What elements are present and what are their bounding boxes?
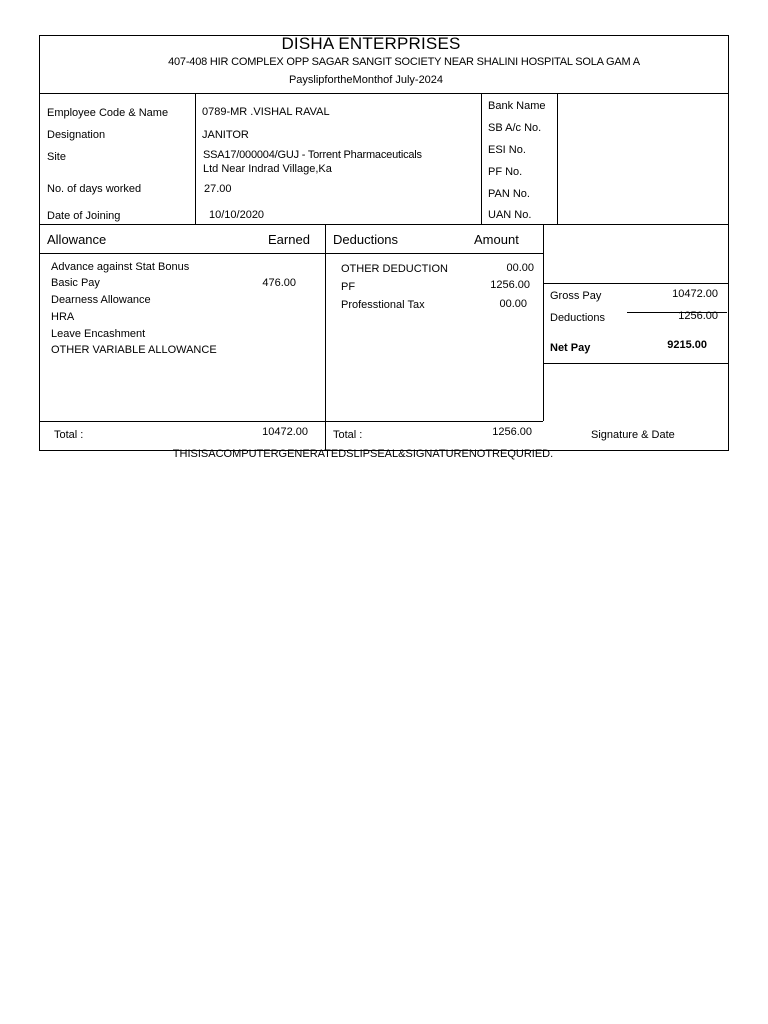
allowance-header: Allowance: [47, 232, 107, 247]
allowance-item-label: OTHER VARIABLE ALLOWANCE: [51, 344, 217, 356]
net-pay-label: Net Pay: [550, 342, 591, 354]
payslip-period: PayslipfortheMonthof July-2024: [288, 74, 444, 86]
deductions-header: Deductions: [333, 232, 399, 247]
joining-date-label: Date of Joining: [47, 210, 121, 222]
company-address: 407-408 HIR COMPLEX OPP SAGAR SANGIT SOCIETY NEAR SHALINI HOSPITAL SOLA GAM A: [168, 56, 640, 68]
deduction-total-value: 1256.00: [492, 426, 532, 438]
site-label: Site: [47, 151, 66, 163]
info-col-divider-1: [195, 93, 196, 224]
gross-pay-value: 10472.00: [672, 288, 718, 300]
totals-divider: [39, 421, 543, 422]
summary-top-divider: [543, 283, 729, 284]
employee-code-value: 0789-MR .VISHAL RAVAL: [202, 106, 330, 118]
deduction-item-label: PF: [341, 281, 356, 293]
gross-pay-label: Gross Pay: [550, 290, 602, 302]
net-pay-value: 9215.00: [667, 339, 707, 351]
allowance-item-label: Basic Pay: [51, 277, 100, 289]
deduction-item-label: OTHER DEDUCTION: [341, 263, 448, 275]
days-worked-value: 27.00: [204, 183, 232, 195]
designation-value: JANITOR: [202, 129, 249, 141]
allowance-total-value: 10472.00: [262, 426, 308, 438]
allowance-item-label: Dearness Allowance: [51, 294, 151, 306]
info-col-divider-3: [557, 93, 558, 224]
deduction-total-label: Total :: [333, 429, 363, 441]
summary-deductions-value: 1256.00: [678, 310, 718, 322]
deduction-item-value: 00.00: [506, 262, 534, 274]
signature-date-label: Signature & Date: [591, 429, 675, 441]
header-divider: [39, 93, 729, 94]
footer-note: THISISACOMPUTERGENERATEDSLIPSEAL&SIGNATURENOTREQURIED.: [172, 448, 554, 460]
allowance-item-label: Leave Encashment: [51, 328, 146, 340]
employee-code-label: Employee Code & Name: [47, 107, 169, 119]
summary-bottom-divider: [543, 363, 729, 364]
info-bottom-divider: [39, 224, 729, 225]
deduction-item-label: Professtional Tax: [341, 299, 425, 311]
table-header-divider: [39, 253, 543, 254]
earnings-deductions-divider: [325, 224, 326, 450]
uan-number-label: UAN No.: [488, 209, 532, 221]
earned-header: Earned: [268, 232, 310, 247]
company-name: DISHA ENTERPRISES: [281, 34, 461, 53]
allowance-item-value: 476.00: [262, 277, 296, 289]
allowance-total-label: Total :: [54, 429, 84, 441]
bank-name-label: Bank Name: [488, 100, 546, 112]
info-col-divider-2: [481, 93, 482, 224]
pf-number-label: PF No.: [488, 166, 523, 178]
site-value-line1: SSA17/000004/GUJ - Torrent Pharmaceuticals: [203, 149, 422, 161]
deductions-summary-divider: [543, 224, 544, 421]
summary-deductions-label: Deductions: [550, 312, 606, 324]
deduction-item-value: 00.00: [499, 298, 527, 310]
deduction-item-value: 1256.00: [490, 279, 530, 291]
pan-number-label: PAN No.: [488, 188, 530, 200]
esi-number-label: ESI No.: [488, 144, 526, 156]
allowance-item-label: HRA: [51, 311, 75, 323]
site-value-line2: Ltd Near Indrad Village,Ka: [203, 163, 332, 175]
designation-label: Designation: [47, 129, 106, 141]
joining-date-value: 10/10/2020: [209, 209, 265, 221]
sb-account-label: SB A/c No.: [488, 122, 542, 134]
days-worked-label: No. of days worked: [47, 183, 142, 195]
amount-header: Amount: [474, 232, 519, 247]
allowance-item-label: Advance against Stat Bonus: [51, 261, 190, 273]
